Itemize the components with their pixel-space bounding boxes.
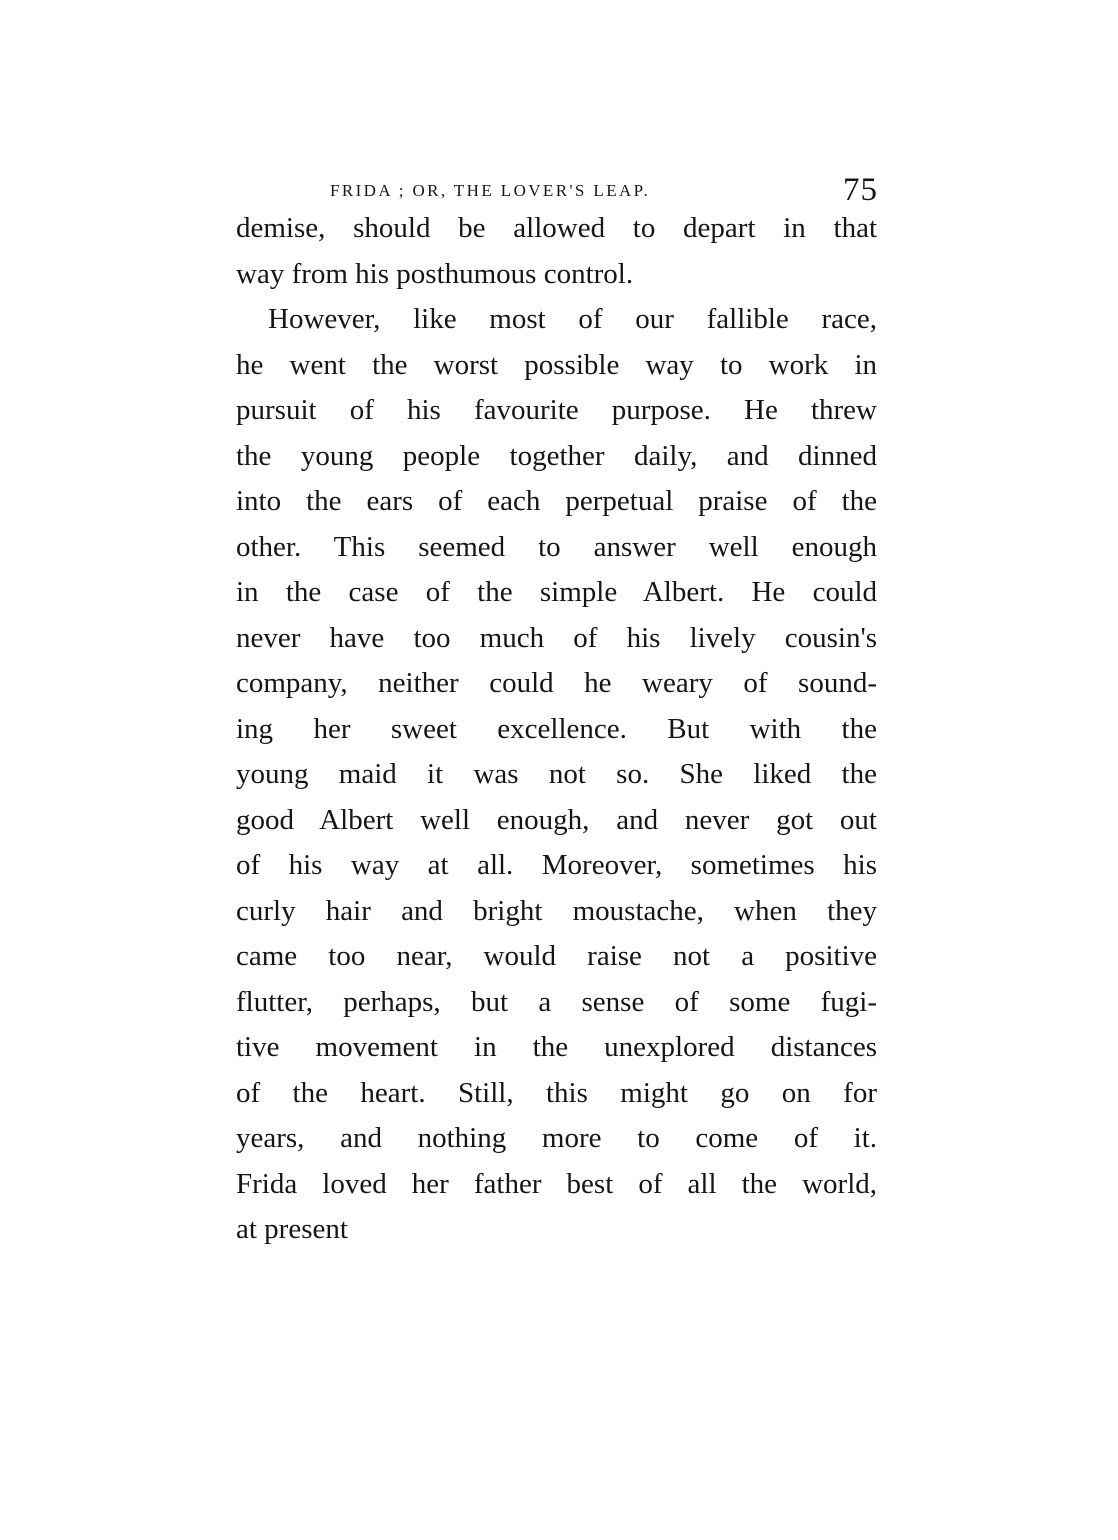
text-line: However, like most of our fallible race, [268, 303, 877, 335]
text-line: tive movement in the unexplored distances [236, 1031, 877, 1063]
text-line: never have too much of his lively cousin's [236, 621, 877, 654]
text-line: the young people together daily, and dinned [236, 439, 877, 472]
body-text [236, 206, 877, 1253]
text-line: into the ears of each perpetual praise of the [236, 485, 877, 517]
text-line: of the heart. Still, this might go on for [236, 1076, 877, 1109]
running-title: FRIDA ; OR, THE LOVER'S LEAP. [330, 181, 651, 200]
text-line: Frida loved her father best of all the world, [236, 1167, 877, 1200]
text-line: young maid it was not so. She liked the [236, 758, 877, 790]
text-line: at present [236, 1213, 348, 1245]
text-line: he went the worst possible way to work in [236, 348, 877, 381]
text-line: in the case of the simple Albert. He could [236, 576, 877, 608]
page-number: 75 [843, 172, 878, 208]
text-line: of his way at all. Moreover, sometimes his [236, 849, 877, 881]
text-line: flutter, perhaps, but a sense of some fugi- [236, 985, 877, 1018]
running-head [330, 179, 650, 202]
text-line: way from his posthumous control. [236, 257, 634, 290]
text-line: demise, should be allowed to depart in that [236, 212, 877, 244]
text-line: came too near, would raise not a positive [236, 940, 877, 972]
text-line: other. This seemed to answer well enough [236, 530, 877, 563]
text-line: curly hair and bright moustache, when they [236, 894, 877, 927]
text-line: years, and nothing more to come of it. [236, 1122, 877, 1154]
text-line: ing her sweet excellence. But with the [236, 712, 877, 745]
text-line: pursuit of his favourite purpose. He threw [236, 394, 877, 426]
text-line: company, neither could he weary of sound- [236, 667, 877, 699]
text-line: good Albert well enough, and never got out [236, 803, 877, 836]
